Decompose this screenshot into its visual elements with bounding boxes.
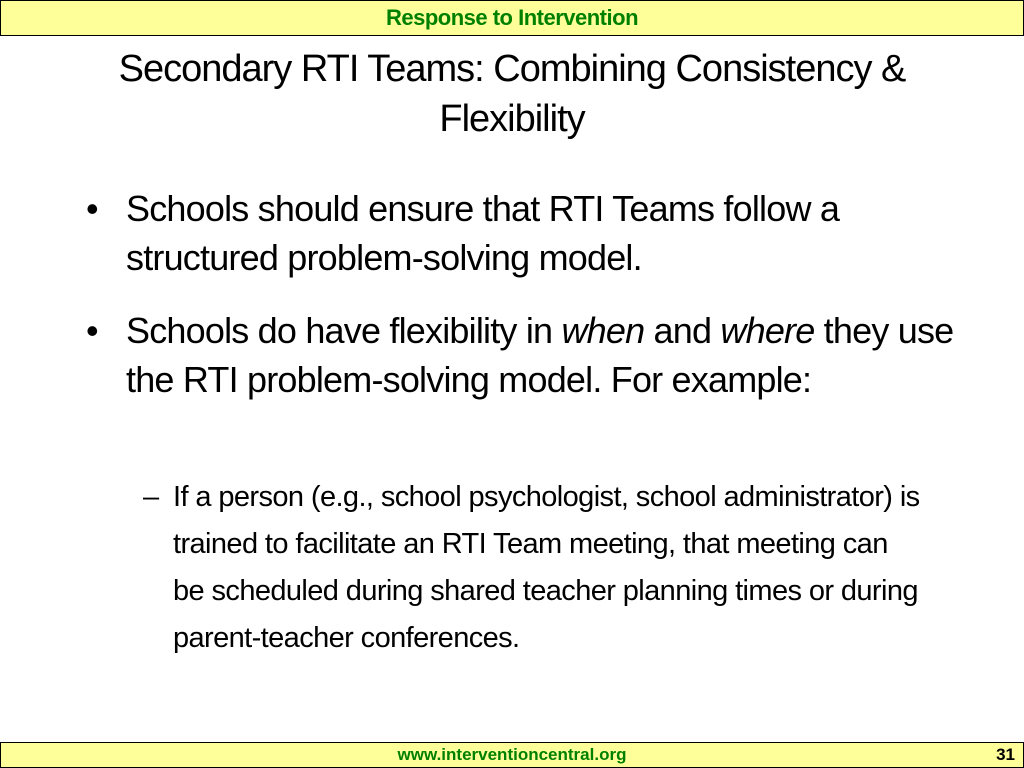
slide-title: Secondary RTI Teams: Combining Consistency & Flexibility — [118, 48, 906, 140]
footer-bar — [0, 742, 1024, 768]
bullet-text: Schools should ensure that RTI Teams follow a structured problem-solving model. — [126, 188, 840, 278]
sub-bullet-marker: – — [143, 481, 159, 513]
bullet-marker: • — [86, 188, 98, 229]
emphasis-when: when — [561, 310, 645, 351]
bullet-text-part: and — [644, 310, 721, 351]
page-number: 31 — [996, 745, 1015, 764]
bullet-item-1 — [86, 184, 956, 282]
bullet-text-part: Schools do have flexibility in — [126, 310, 562, 351]
emphasis-where: where — [720, 310, 815, 351]
header-title: Response to Intervention — [385, 5, 639, 30]
bullet-text — [126, 306, 956, 404]
sub-bullet-item-1 — [143, 474, 923, 662]
header-bar — [0, 0, 1024, 36]
bullet-text-part: they use the RTI problem-solving model. For example: — [126, 310, 954, 400]
sub-bullet-text: If a person (e.g., school psychologist, school administrator) is trained to facilitate an RTI Team meeting, that meeting can be scheduled during shared teacher planning times or during parent-teacher conferences. — [173, 481, 920, 654]
bullet-item-2 — [86, 306, 956, 404]
footer-url-link[interactable]: www.interventioncentral.org — [397, 745, 627, 764]
bullet-marker: • — [86, 310, 98, 351]
